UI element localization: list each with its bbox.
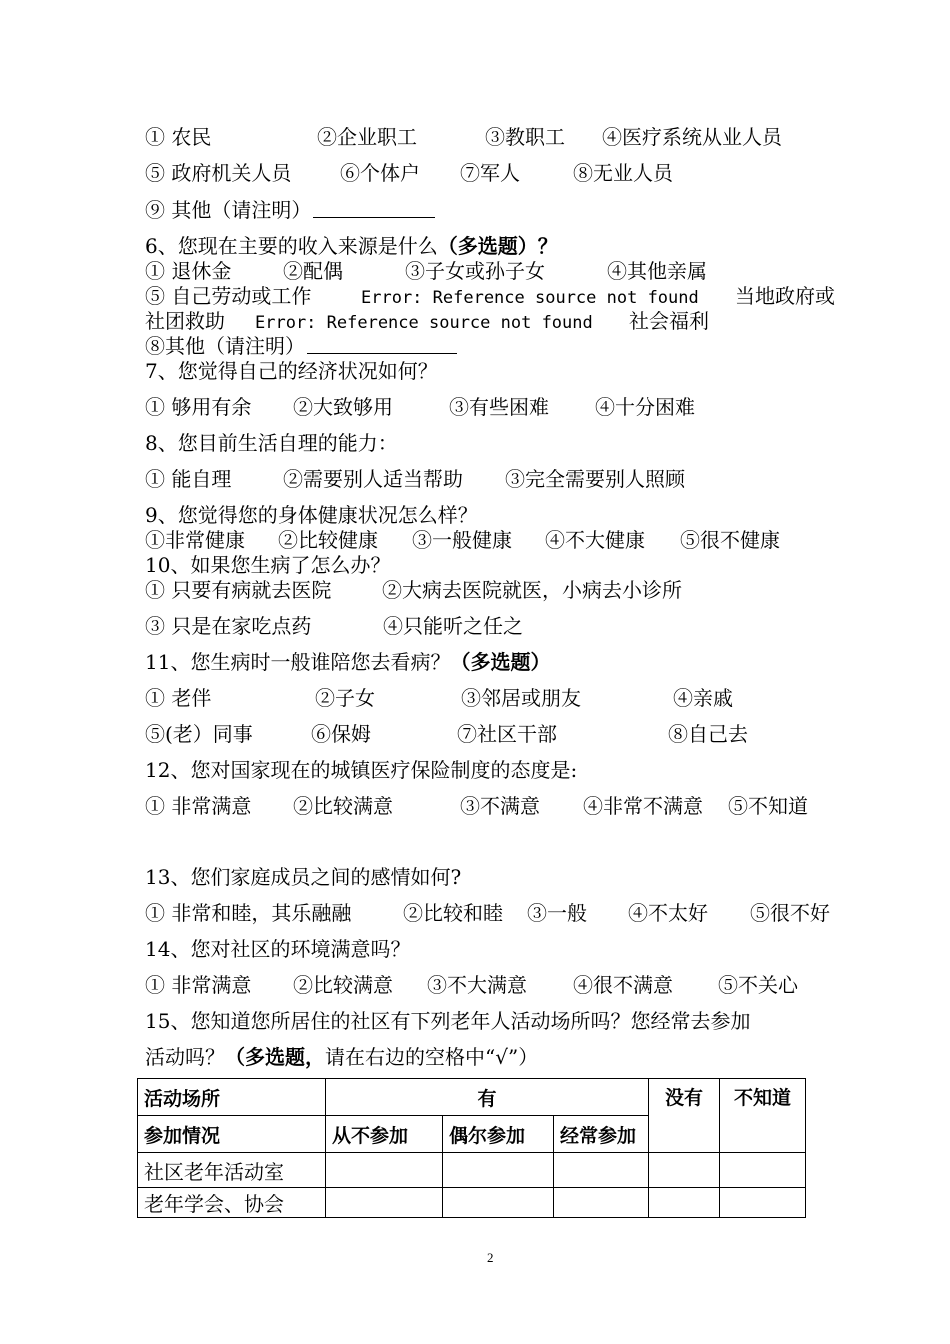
- option: ④非常不满意: [583, 794, 703, 818]
- header-often: 经常参加: [554, 1116, 649, 1153]
- q13-title: 13、您们家庭成员之间的感情如何?: [145, 865, 462, 889]
- check-cell[interactable]: [554, 1188, 649, 1218]
- q6-title: 6、您现在主要的收入来源是什么（多选题）？: [145, 234, 558, 258]
- option: ②大病去医院就医，小病去小诊所: [382, 578, 682, 602]
- option: ②大致够用: [293, 395, 393, 419]
- header-place: 活动场所: [138, 1079, 326, 1116]
- option-other: ⑨ 其他（请注明）: [145, 197, 311, 223]
- option: ⑥保姆: [311, 722, 371, 746]
- option: ⑤ 自己劳动或工作: [145, 284, 312, 308]
- check-cell[interactable]: [443, 1188, 554, 1218]
- header-have: 有: [326, 1079, 649, 1116]
- q12-title: 12、您对国家现在的城镇医疗保险制度的态度是:: [145, 758, 578, 782]
- option: ① 农民: [145, 125, 212, 149]
- header-participation: 参加情况: [138, 1116, 326, 1153]
- check-cell[interactable]: [443, 1153, 554, 1188]
- option: ④医疗系统从业人员: [602, 125, 782, 149]
- option: ④十分困难: [595, 395, 695, 419]
- option: ②比较健康: [278, 528, 378, 552]
- option: ②企业职工: [317, 125, 417, 149]
- q14-title: 14、您对社区的环境满意吗？: [145, 937, 411, 961]
- option: ①非常健康: [145, 528, 245, 552]
- option: ③有些困难: [449, 395, 549, 419]
- option-text: 社团救助: [145, 309, 225, 333]
- option: ④不太好: [628, 901, 708, 925]
- fill-blank[interactable]: [313, 197, 435, 218]
- option: ④只能听之任之: [383, 614, 523, 638]
- table-header-row: [138, 1079, 806, 1116]
- option: ⑤很不好: [750, 901, 830, 925]
- error-text: Error: Reference source not found: [255, 313, 593, 333]
- header-unknown: 不知道: [720, 1079, 806, 1153]
- q11-title: 11、您生病时一般谁陪您去看病？（多选题）: [145, 650, 551, 674]
- option: ②配偶: [283, 259, 343, 283]
- row-label: 社区老年活动室: [138, 1153, 326, 1188]
- check-cell[interactable]: [720, 1188, 806, 1218]
- option: ⑦社区干部: [457, 722, 557, 746]
- option: ① 非常和睦，其乐融融: [145, 901, 352, 925]
- option: ⑥个体户: [340, 161, 420, 185]
- q10-title: 10、如果您生病了怎么办？: [145, 553, 391, 577]
- option: ②比较和睦: [403, 901, 503, 925]
- header-none: 没有: [649, 1079, 720, 1153]
- option-text: 社会福利: [629, 309, 709, 333]
- option: ②比较满意: [293, 794, 393, 818]
- q7-title: 7、您觉得自己的经济状况如何？: [145, 359, 438, 383]
- page-number: 2: [487, 1250, 494, 1265]
- check-cell[interactable]: [326, 1188, 443, 1218]
- error-text: Error: Reference source not found: [361, 288, 699, 308]
- option: ① 非常满意: [145, 794, 252, 818]
- option: ③一般健康: [412, 528, 512, 552]
- option: ③子女或孙子女: [405, 259, 545, 283]
- option: ④很不满意: [573, 973, 673, 997]
- q9-title: 9、您觉得您的身体健康状况怎么样？: [145, 503, 478, 527]
- option: ②比较满意: [293, 973, 393, 997]
- option: ① 能自理: [145, 467, 232, 491]
- option: ②需要别人适当帮助: [283, 467, 463, 491]
- row-label: 老年学会、协会: [138, 1188, 326, 1218]
- check-cell[interactable]: [326, 1153, 443, 1188]
- option: ③ 只是在家吃点药: [145, 614, 312, 638]
- option: ④不大健康: [545, 528, 645, 552]
- option: ⑤(老）同事: [145, 722, 253, 746]
- option: ① 退休金: [145, 259, 232, 283]
- option: ⑤很不健康: [680, 528, 780, 552]
- q15-title-line2: 活动吗？（多选题，请在右边的空格中“√”）: [145, 1045, 539, 1069]
- option: ③邻居或朋友: [461, 686, 581, 710]
- option: ① 老伴: [145, 686, 212, 710]
- option: ④其他亲属: [607, 259, 707, 283]
- check-cell[interactable]: [649, 1153, 720, 1188]
- fill-blank[interactable]: [307, 333, 457, 354]
- option: ⑤ 政府机关人员: [145, 161, 292, 185]
- header-sometimes: 偶尔参加: [443, 1116, 554, 1153]
- check-cell[interactable]: [554, 1153, 649, 1188]
- activity-table: [137, 1078, 806, 1218]
- option: ⑧自己去: [668, 722, 748, 746]
- option-other: ⑧其他（请注明）: [145, 333, 305, 359]
- option: ① 只要有病就去医院: [145, 578, 332, 602]
- option: ⑤不关心: [718, 973, 798, 997]
- option: ③不满意: [460, 794, 540, 818]
- check-cell[interactable]: [720, 1153, 806, 1188]
- q8-title: 8、您目前生活自理的能力：: [145, 431, 398, 455]
- option: ③不大满意: [427, 973, 527, 997]
- q15-title-line1: 15、您知道您所居住的社区有下列老年人活动场所吗？您经常去参加: [145, 1009, 751, 1033]
- option: ③完全需要别人照顾: [505, 467, 685, 491]
- option: ②子女: [315, 686, 375, 710]
- header-never: 从不参加: [326, 1116, 443, 1153]
- option: ① 够用有余: [145, 395, 252, 419]
- check-cell[interactable]: [649, 1188, 720, 1218]
- option: ③一般: [527, 901, 587, 925]
- table-row: [138, 1153, 806, 1188]
- option: ④亲戚: [673, 686, 733, 710]
- option: ⑤不知道: [728, 794, 808, 818]
- option: ⑧无业人员: [573, 161, 673, 185]
- option-text: 当地政府或: [735, 284, 835, 308]
- option: ③教职工: [485, 125, 565, 149]
- option: ① 非常满意: [145, 973, 252, 997]
- option: ⑦军人: [460, 161, 520, 185]
- table-row: [138, 1188, 806, 1218]
